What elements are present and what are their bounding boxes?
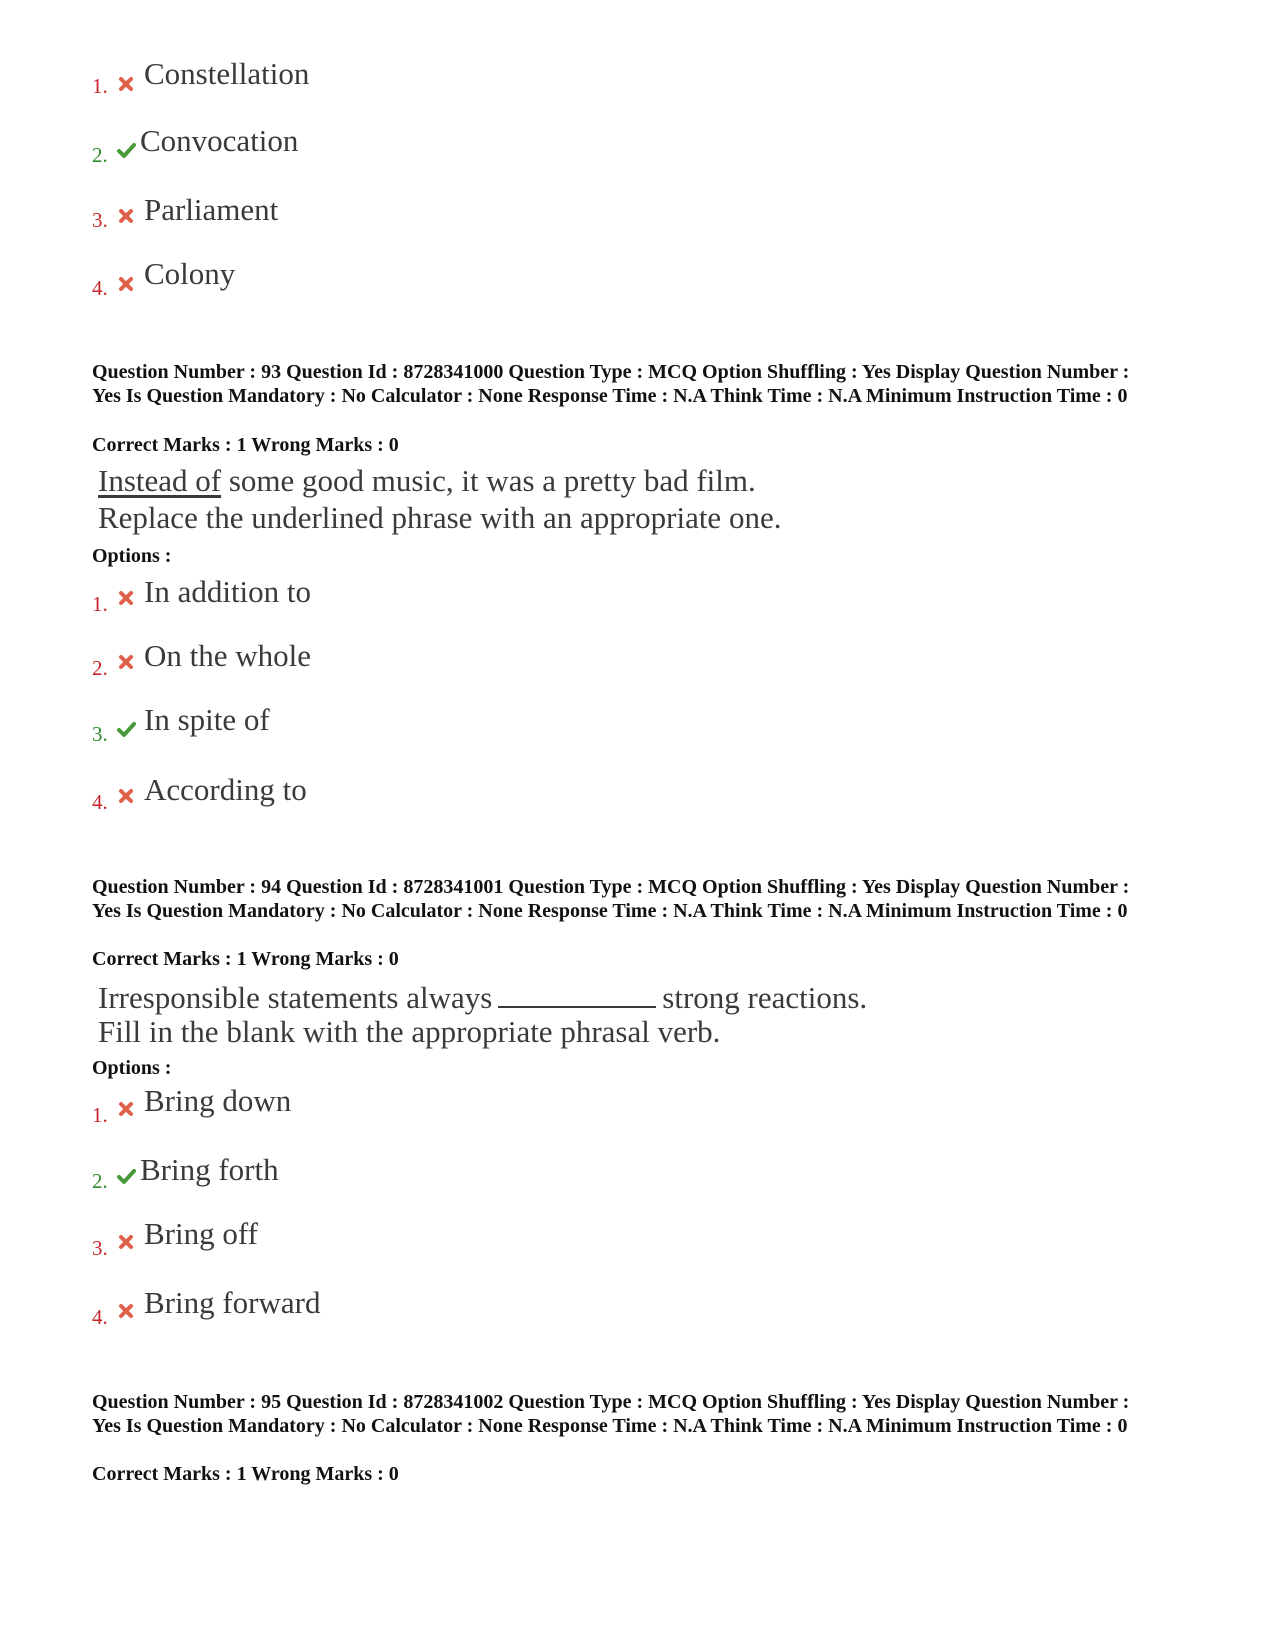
option-text: Parliament	[144, 192, 279, 227]
option-number: 3.	[92, 208, 108, 232]
q93-options-label: Options :	[92, 545, 172, 567]
q95-marks: Correct Marks : 1 Wrong Marks : 0	[92, 1463, 399, 1485]
underlined-phrase: Instead of	[98, 463, 222, 498]
option-number: 4.	[92, 790, 108, 814]
option-number: 1.	[92, 74, 108, 98]
cross-icon	[116, 786, 136, 806]
checkmark-icon	[116, 140, 136, 160]
cross-icon	[116, 74, 136, 94]
q94-meta: Question Number : 94 Question Id : 8728341001 Question Type : MCQ Option Shuffling : Yes Display Question Number : Yes Is Question Mandatory : No Calculator : None Response Time : N.A Think Time : N.A Minimum Instruction Time : 0	[92, 876, 1130, 922]
option-text: Colony	[144, 256, 236, 291]
cross-icon	[116, 1301, 136, 1321]
q93-meta: Question Number : 93 Question Id : 8728341000 Question Type : MCQ Option Shuffling : Yes Display Question Number : Yes Is Question Mandatory : No Calculator : None Response Time : N.A Think Time : N.A Minimum Instruction Time : 0	[92, 361, 1130, 407]
option-text: Bring down	[144, 1083, 292, 1118]
fill-in-blank	[498, 982, 656, 1008]
q94-question-line-2: Fill in the blank with the appropriate phrasal verb.	[98, 1014, 721, 1049]
question-text: Irresponsible statements always	[98, 980, 493, 1015]
cross-icon	[116, 588, 136, 608]
option-text: Bring off	[144, 1216, 258, 1251]
question-text: some good music, it was a pretty bad film.	[221, 463, 756, 498]
cross-icon	[116, 652, 136, 672]
q94-question-line-1	[98, 979, 867, 1017]
q93-question-line-1	[98, 462, 756, 500]
option-number: 2.	[92, 143, 108, 167]
q93-marks: Correct Marks : 1 Wrong Marks : 0	[92, 434, 399, 456]
option-text: On the whole	[144, 638, 312, 673]
checkmark-icon	[116, 1166, 136, 1186]
option-number: 4.	[92, 1305, 108, 1329]
option-text: In addition to	[144, 574, 312, 609]
option-number: 3.	[92, 722, 108, 746]
option-number: 3.	[92, 1236, 108, 1260]
option-text: Convocation	[140, 123, 299, 158]
cross-icon	[116, 1232, 136, 1252]
option-text: Bring forth	[140, 1152, 279, 1187]
q94-marks: Correct Marks : 1 Wrong Marks : 0	[92, 948, 399, 970]
cross-icon	[116, 1099, 136, 1119]
option-text: According to	[144, 772, 307, 807]
option-text: In spite of	[144, 702, 270, 737]
option-number: 4.	[92, 276, 108, 300]
checkmark-icon	[116, 719, 136, 739]
q95-meta: Question Number : 95 Question Id : 8728341002 Question Type : MCQ Option Shuffling : Yes Display Question Number : Yes Is Question Mandatory : No Calculator : None Response Time : N.A Think Time : N.A Minimum Instruction Time : 0	[92, 1391, 1130, 1437]
option-number: 2.	[92, 1169, 108, 1193]
option-text: Bring forward	[144, 1285, 321, 1320]
q93-question-line-2: Replace the underlined phrase with an appropriate one.	[98, 500, 782, 535]
option-text: Constellation	[144, 56, 310, 91]
q94-options-label: Options :	[92, 1057, 172, 1079]
cross-icon	[116, 206, 136, 226]
option-number: 1.	[92, 1103, 108, 1127]
option-number: 1.	[92, 592, 108, 616]
cross-icon	[116, 274, 136, 294]
question-text: strong reactions.	[662, 980, 868, 1015]
option-number: 2.	[92, 656, 108, 680]
